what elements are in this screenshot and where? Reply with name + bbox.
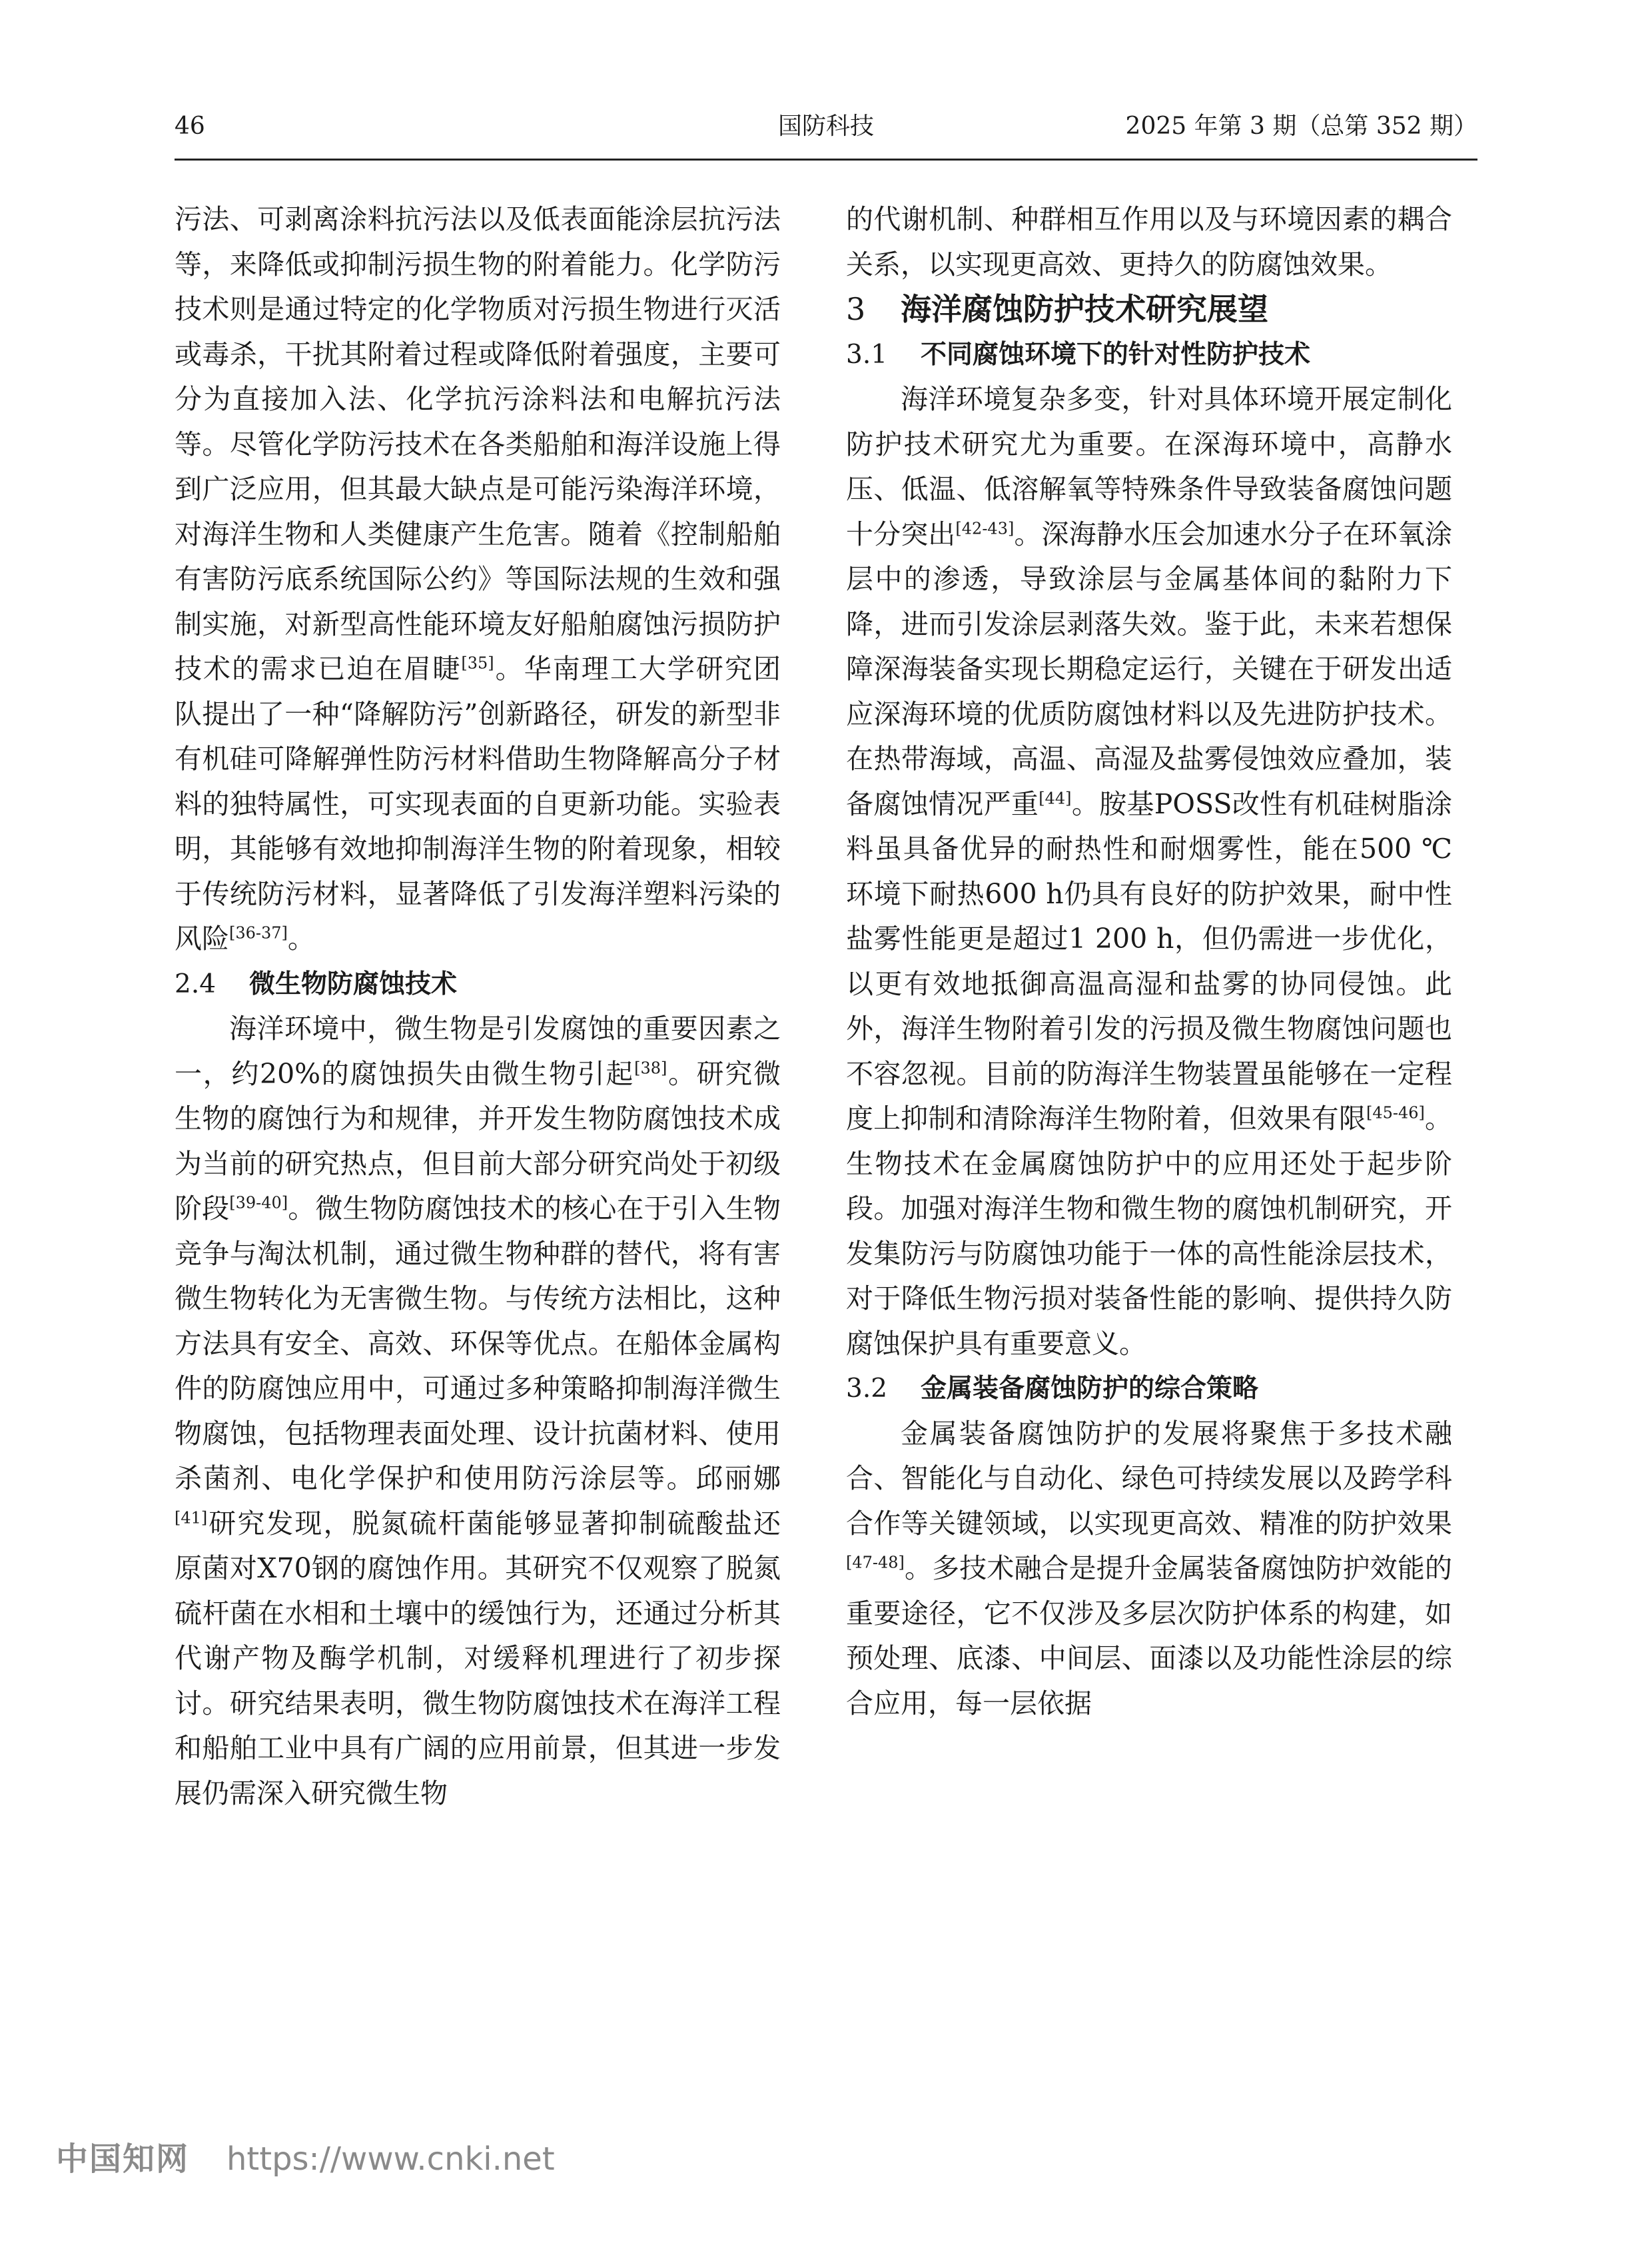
heading-title: 不同腐蚀环境下的针对性防护技术 bbox=[921, 339, 1311, 370]
citation: [44] bbox=[1038, 788, 1072, 807]
text-run: 。华南理工大学研究团队提出了一种“降解防污”创新路径，研发的新型非有机硅可降解弹性防污材料借助生物降解高分子材料的独特属性，可实现表面的自更新功能。实验表明，其能够有效地抑制海洋生物的附着现象，相较于传统防污材料，显著降低了引发海洋塑料污染的风险 bbox=[175, 653, 781, 955]
paragraph-targeted-protection bbox=[846, 377, 1452, 1366]
heading-number: 3.2 bbox=[846, 1374, 888, 1404]
text-run: 。多技术融合是提升金属装备腐蚀防护效能的重要途径，它不仅涉及多层次防护体系的构建，如预处理、底漆、中间层、面漆以及功能性涂层的综合应用，每一层依据 bbox=[846, 1552, 1452, 1719]
citation: [39-40] bbox=[229, 1193, 288, 1212]
heading-number: 3.1 bbox=[846, 339, 888, 370]
citation: [38] bbox=[634, 1058, 667, 1077]
citation: [41] bbox=[175, 1508, 208, 1527]
text-run: 金属装备腐蚀防护的发展将聚焦于多技术融合、智能化与自动化、绿色可持续发展以及跨学科合作等关键领域，以实现更高效、精准的防护效果 bbox=[846, 1417, 1452, 1540]
paragraph-antifouling bbox=[175, 197, 781, 962]
heading-title: 微生物防腐蚀技术 bbox=[249, 969, 458, 999]
subsection-heading-3-1 bbox=[846, 332, 1452, 378]
issue-label: 2025 年第 3 期（总第 352 期） bbox=[1125, 113, 1477, 140]
paragraph-microbial bbox=[175, 1007, 781, 1816]
right-column bbox=[846, 197, 1452, 1726]
text-run: 。研究微生物的腐蚀行为和规律，并开发生物防腐蚀技术成为当前的研究热点，但目前大部分研究尚处于初级阶段 bbox=[175, 1057, 781, 1224]
text-run: 。深海静水压会加速水分子在环氧涂层中的渗透，导致涂层与金属基体间的黏附力下降，进而引发涂层剥落失效。鉴于此，未来若想保障深海装备实现长期稳定运行，关键在于研发出适应深海环境的优质防腐蚀材料以及先进防护技术。在热带海域，高温、高湿及盐雾侵蚀效应叠加，装备腐蚀情况严重 bbox=[846, 518, 1453, 820]
section-heading-3 bbox=[846, 287, 1452, 332]
text-run: 。 bbox=[287, 923, 315, 955]
footer-url[interactable]: https://www.cnki.net bbox=[226, 2140, 555, 2178]
text-run: 。胺基POSS改性有机硅树脂涂料虽具备优异的耐热性和耐烟雾性，能在500 ℃环境下耐热600 h仍具有良好的防护效果，耐中性盐雾性能更是超过1 200 h，但仍需进一步优化，以更有效地抵御高温高湿和盐雾的协同侵蚀。此外，海洋生物附着引发的污损及微生物腐蚀问题也不容忽视。目前的防海洋生物装置虽能够在一定程度上抑制和清除海洋生物附着，但效果有限 bbox=[846, 787, 1453, 1134]
text-run: 海洋环境中，微生物是引发腐蚀的重要因素之一，约20%的腐蚀损失由微生物引起 bbox=[175, 1013, 781, 1090]
citation: [35] bbox=[461, 654, 494, 673]
text-run: 海洋环境复杂多变，针对具体环境开展定制化防护技术研究尤为重要。在深海环境中，高静水压、低温、低溶解氧等特殊条件导致装备腐蚀问题十分突出 bbox=[846, 383, 1452, 550]
heading-title: 金属装备腐蚀防护的综合策略 bbox=[921, 1374, 1259, 1404]
subsection-heading-2-4 bbox=[175, 962, 781, 1007]
page-number: 46 bbox=[175, 113, 205, 140]
subsection-heading-3-2 bbox=[846, 1366, 1452, 1412]
journal-title: 国防科技 bbox=[777, 113, 874, 140]
cnki-logo-text: 中国知网 bbox=[56, 2140, 190, 2178]
text-run: 。生物技术在金属腐蚀防护中的应用还处于起步阶段。加强对海洋生物和微生物的腐蚀机制研究，开发集防污与防腐蚀功能于一体的高性能涂层技术，对于降低生物污损对装备性能的影响、提供持久防腐蚀保护具有重要意义。 bbox=[846, 1103, 1453, 1360]
citation: [42-43] bbox=[955, 518, 1015, 538]
citation: [47-48] bbox=[846, 1553, 905, 1572]
text-run: 研究发现，脱氮硫杆菌能够显著抑制硫酸盐还原菌对X70钢的腐蚀作用。其研究不仅观察了脱氮硫杆菌在水相和土壤中的缓蚀行为，还通过分析其代谢产物及酶学机制，对缓释机理进行了初步探讨。研究结果表明，微生物防腐蚀技术在海洋工程和船舶工业中具有广阔的应用前景，但其进一步发展仍需深入研究微生物 bbox=[175, 1507, 781, 1809]
paragraph-comprehensive-strategy bbox=[846, 1412, 1452, 1727]
header-rule bbox=[175, 159, 1477, 161]
citation: [45-46] bbox=[1366, 1103, 1425, 1122]
heading-title: 海洋腐蚀防护技术研究展望 bbox=[901, 291, 1268, 327]
paragraph-continuation: 的代谢机制、种群相互作用以及与环境因素的耦合关系，以实现更高效、更持久的防腐蚀效果。 bbox=[846, 203, 1452, 280]
citation: [36-37] bbox=[229, 923, 288, 943]
heading-number: 3 bbox=[846, 291, 866, 327]
text-run: 。微生物防腐蚀技术的核心在于引入生物竞争与淘汰机制，通过微生物种群的替代，将有害微生物转化为无害微生物。与传统方法相比，这种方法具有安全、高效、环保等优点。在船体金属构件的防腐蚀应用中，可通过多种策略抑制海洋微生物腐蚀，包括物理表面处理、设计抗菌材料、使用杀菌剂、电化学保护和使用防污涂层等。邱丽娜 bbox=[175, 1192, 781, 1494]
heading-number: 2.4 bbox=[175, 969, 216, 999]
left-column bbox=[175, 197, 781, 1816]
text-run: 污法、可剥离涂料抗污法以及低表面能涂层抗污法等，来降低或抑制污损生物的附着能力。化学防污技术则是通过特定的化学物质对污损生物进行灭活或毒杀，干扰其附着过程或降低附着强度，主要可分为直接加入法、化学抗污涂料法和电解抗污法等。尽管化学防污技术在各类船舶和海洋设施上得到广泛应用，但其最大缺点是可能污染海洋环境，对海洋生物和人类健康产生危害。随着《控制船舶有害防污底系统国际公约》等国际法规的生效和强制实施，对新型高性能环境友好船舶腐蚀污损防护技术的需求已迫在眉睫 bbox=[175, 203, 781, 685]
